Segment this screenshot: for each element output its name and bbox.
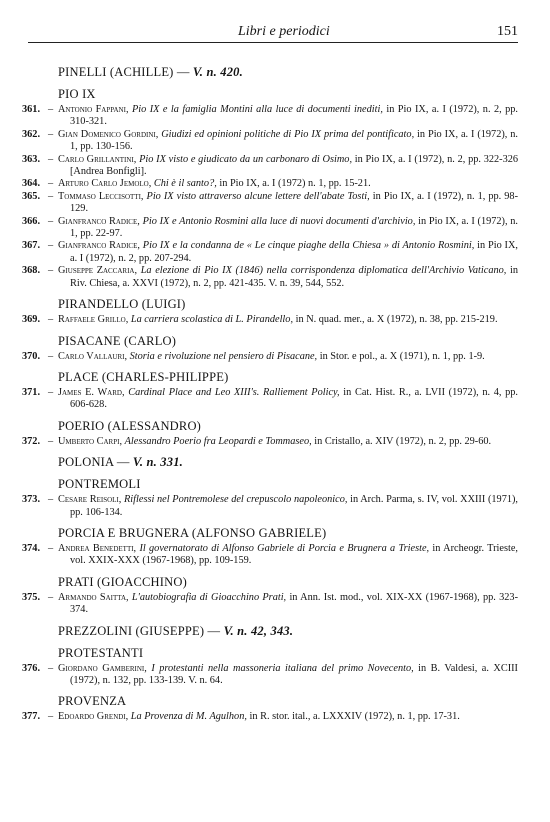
entry-text	[58, 663, 518, 688]
entry-author: Carlo Grillantini,	[58, 153, 137, 165]
entry-text	[58, 265, 518, 290]
section-title: PRATI (GIOACCHINO)	[58, 574, 187, 589]
entry-title: Alessandro Poerio fra Leopardi e Tommaseo,	[124, 435, 312, 447]
entry-number: 364.	[22, 178, 41, 190]
entry-text	[58, 494, 518, 519]
entry-dash: –	[48, 128, 54, 140]
entry-dash: –	[48, 314, 54, 326]
entry-number: 375.	[22, 591, 41, 603]
entry-citation: in Cristallo, a. XIV (1972), n. 2, pp. 29-60.	[314, 435, 492, 447]
entry-citation: in Pio IX, a. I (1972), n. 1, pp. 22-97.	[70, 215, 519, 240]
section-title: PONTREMOLI	[58, 477, 141, 492]
entry-dash: –	[48, 494, 54, 506]
entry-citation: in Pio IX, a. I (1972) n. 1, pp. 15-21.	[219, 178, 371, 190]
entry-title: Riflessi nel Pontremolese del crepuscolo napoleonico,	[124, 494, 348, 506]
entry-text	[58, 387, 518, 412]
entry-text	[58, 191, 518, 216]
entry-dash: –	[48, 386, 54, 398]
section-heading	[58, 65, 550, 80]
section-heading	[58, 370, 550, 385]
entry-citation: in Ann. Ist. mod., vol. XIX-XX (1967-1968), pp. 323-374.	[70, 591, 519, 616]
bibliography-entry	[0, 129, 550, 154]
entry-citation: in Pio IX, a. I (1972), n. 2, pp. 207-294.	[70, 240, 518, 264]
entry-title: La Provenza di M. Agulhon,	[130, 711, 247, 723]
entry-dash: –	[48, 350, 54, 362]
cross-reference: V. n. 42, 343.	[223, 623, 294, 638]
entry-title: Cardinal Place and Leo XIII's. Ralliement Policy,	[128, 386, 340, 398]
entry-dash: –	[48, 711, 54, 723]
entry-author: Gian Domenico Gordini,	[58, 128, 159, 140]
entry-author: Giuseppe Zaccaria,	[58, 265, 138, 277]
entry-number: 374.	[22, 542, 41, 554]
cross-reference: V. n. 420.	[192, 65, 243, 79]
entry-number: 362.	[22, 128, 41, 140]
entry-dash: –	[48, 104, 54, 115]
bibliography-entry	[0, 494, 550, 519]
entry-title: I protestanti nella massoneria italiana del primo Novecento,	[151, 662, 414, 674]
section-title: PLACE (CHARLES-PHILIPPE)	[58, 369, 229, 384]
section-heading	[58, 624, 550, 639]
entry-text	[58, 216, 518, 241]
bibliography-entry	[0, 387, 550, 412]
section-heading	[58, 419, 550, 434]
entry-text	[58, 178, 518, 190]
entry-text	[58, 240, 518, 265]
entry-title: Pio IX visto e giudicato da un carbonaro di Osimo,	[139, 153, 353, 165]
bibliography-entry	[0, 240, 550, 265]
entry-number: 367.	[22, 240, 41, 252]
section-title: PIRANDELLO (LUIGI)	[58, 297, 186, 312]
bibliography-entry	[0, 351, 550, 363]
running-header	[28, 24, 518, 43]
entry-text	[58, 129, 518, 154]
page-number: 151	[497, 24, 518, 39]
entry-citation: in Riv. Chiesa, a. XXVI (1972), n. 2, pp. 421-435. V. n. 39, 544, 552.	[70, 265, 518, 289]
bibliography-entry	[0, 154, 550, 179]
entry-dash: –	[48, 178, 54, 190]
bibliography-entry	[0, 178, 550, 190]
entry-number: 376.	[22, 662, 41, 674]
entry-dash: –	[48, 542, 54, 554]
section-heading	[58, 455, 550, 470]
bibliography-entry	[0, 191, 550, 216]
entry-title: Giudizi ed opinioni politiche di Pio IX prima del pontificato,	[161, 128, 415, 140]
entry-title: Pio IX e Antonio Rosmini alla luce di nuovi documenti d'archivio,	[142, 215, 416, 227]
entry-text	[58, 351, 518, 363]
entry-citation: in Pio IX, a. I (1972), n. 2, pp. 310-321.	[70, 104, 519, 128]
section-title: PIO IX	[58, 87, 96, 101]
entry-dash: –	[48, 153, 54, 165]
entry-title: Pio IX visto attraverso alcune lettere dell'abate Tosti,	[146, 190, 370, 202]
entry-author: Umberto Carpi,	[58, 435, 123, 447]
entry-dash: –	[48, 435, 54, 447]
entry-title: Storia e rivoluzione nel pensiero di Pisacane,	[129, 350, 318, 362]
entry-dash: –	[48, 662, 54, 674]
entry-title: La carriera scolastica di L. Pirandello,	[130, 314, 294, 326]
entry-author: Gianfranco Radice,	[58, 240, 140, 252]
entry-dash: –	[48, 240, 54, 252]
entry-title: La elezione di Pio IX (1846) nella corrispondenza diplomatica dell'Archivio Vaticano,	[140, 265, 507, 277]
entry-citation: in Pio IX, a. I (1972), n. 1, pp. 98-129.	[70, 190, 519, 215]
entry-citation: in Pio IX, a. I (1972), n. 2, pp. 322-326 [Andrea Bonfigli].	[70, 153, 519, 178]
entry-citation: in Stor. e pol., a. X (1971), n. 1, pp. 1-9.	[319, 350, 485, 362]
entry-citation: in N. quad. mer., a. X (1972), n. 38, pp. 215-219.	[295, 314, 498, 326]
entry-author: Raffaele Grillo,	[58, 314, 129, 326]
entry-text	[58, 436, 518, 448]
entry-number: 366.	[22, 215, 41, 227]
bibliography-entry	[0, 711, 550, 723]
entry-author: Arturo Carlo Jemolo,	[58, 178, 152, 190]
entry-number: 370.	[22, 350, 41, 362]
entry-dash: –	[48, 215, 54, 227]
entry-citation: in Arch. Parma, s. IV, vol. XXIII (1971), pp. 106-134.	[70, 494, 519, 518]
entry-dash: –	[48, 591, 54, 603]
entry-title: L'autobiografia di Gioacchino Prati,	[131, 591, 287, 603]
entry-number: 369.	[22, 314, 41, 326]
bibliography-entry	[0, 265, 550, 290]
section-title: PORCIA E BRUGNERA (ALFONSO GABRIELE)	[58, 525, 327, 540]
entry-number: 373.	[22, 494, 41, 506]
entry-text	[58, 104, 518, 129]
entry-author: Giordano Gamberini,	[58, 662, 147, 674]
entry-citation: in Pio IX, a. I (1972), n. 1, pp. 130-156.	[70, 128, 518, 153]
section-heading	[58, 334, 550, 349]
section-heading	[58, 575, 550, 590]
section-title: POERIO (ALESSANDRO)	[58, 418, 202, 433]
section-heading	[58, 526, 550, 541]
cross-reference: V. n. 331.	[132, 455, 183, 470]
entry-text	[58, 711, 518, 723]
entry-citation: in B. Valdesi, a. XCIII (1972), n. 132, pp. 133-139. V. n. 64.	[70, 662, 518, 686]
section-title: PISACANE (CARLO)	[58, 333, 177, 348]
bibliography-entry	[0, 314, 550, 326]
entry-author: Armando Saitta,	[58, 591, 129, 603]
entry-number: 361.	[22, 104, 41, 115]
entry-dash: –	[48, 265, 54, 277]
entry-number: 372.	[22, 435, 41, 447]
section-title: POLONIA —	[58, 455, 130, 470]
section-title: PROVENZA	[58, 694, 127, 709]
entry-title: Il governatorato di Alfonso Gabriele di Porcia e Brugnera a Trieste,	[139, 542, 430, 554]
entry-number: 371.	[22, 386, 41, 398]
bibliography-list	[0, 58, 550, 724]
entry-dash: –	[48, 190, 54, 202]
section-heading	[58, 646, 550, 661]
section-heading	[58, 694, 550, 709]
bibliography-entry	[0, 543, 550, 568]
entry-author: Tommaso Leccisotti,	[58, 190, 144, 202]
entry-text	[58, 314, 518, 326]
entry-text	[58, 154, 518, 179]
entry-citation: in Cat. Hist. R., a. LVII (1972), n. 4, pp. 606-628.	[70, 386, 519, 411]
bibliography-entry	[0, 104, 550, 129]
entry-text	[58, 543, 518, 568]
bibliography-entry	[0, 592, 550, 617]
entry-number: 365.	[22, 190, 41, 202]
section-title: PROTESTANTI	[58, 645, 144, 660]
bibliography-entry	[0, 436, 550, 448]
entry-author: Gianfranco Radice,	[58, 215, 140, 227]
entry-number: 377.	[22, 711, 41, 723]
entry-citation: in Archeogr. Trieste, vol. XXIX-XXX (1967-1968), pp. 109-159.	[70, 542, 518, 567]
running-title: Libri e periodici	[238, 24, 330, 39]
entry-title: Chi è il santo?,	[153, 178, 217, 190]
entry-number: 363.	[22, 153, 41, 165]
bibliography-entry	[0, 663, 550, 688]
entry-text	[58, 592, 518, 617]
section-heading	[58, 87, 550, 102]
entry-author: Carlo Vallauri,	[58, 350, 128, 362]
section-heading	[58, 297, 550, 312]
entry-number: 368.	[22, 265, 41, 277]
entry-author: Andrea Benedetti,	[58, 542, 137, 554]
entry-author: Edoardo Grendi,	[58, 711, 129, 723]
entry-author: James E. Ward,	[58, 386, 125, 398]
entry-author: Antonio Fappani,	[58, 104, 129, 115]
entry-citation: in R. stor. ital., a. LXXXIV (1972), n. 1, pp. 17-31.	[249, 711, 460, 723]
entry-title: Pio IX e la famiglia Montini alla luce di documenti inediti,	[131, 104, 383, 115]
section-title: PINELLI (ACHILLE) —	[58, 65, 190, 79]
entry-title: Pio IX e la condanna de « Le cinque piaghe della Chiesa » di Antonio Rosmini,	[142, 240, 475, 252]
section-title: PREZZOLINI (GIUSEPPE) —	[58, 623, 221, 638]
bibliography-entry	[0, 216, 550, 241]
section-heading	[58, 477, 550, 492]
entry-author: Cesare Reisoli,	[58, 494, 122, 506]
